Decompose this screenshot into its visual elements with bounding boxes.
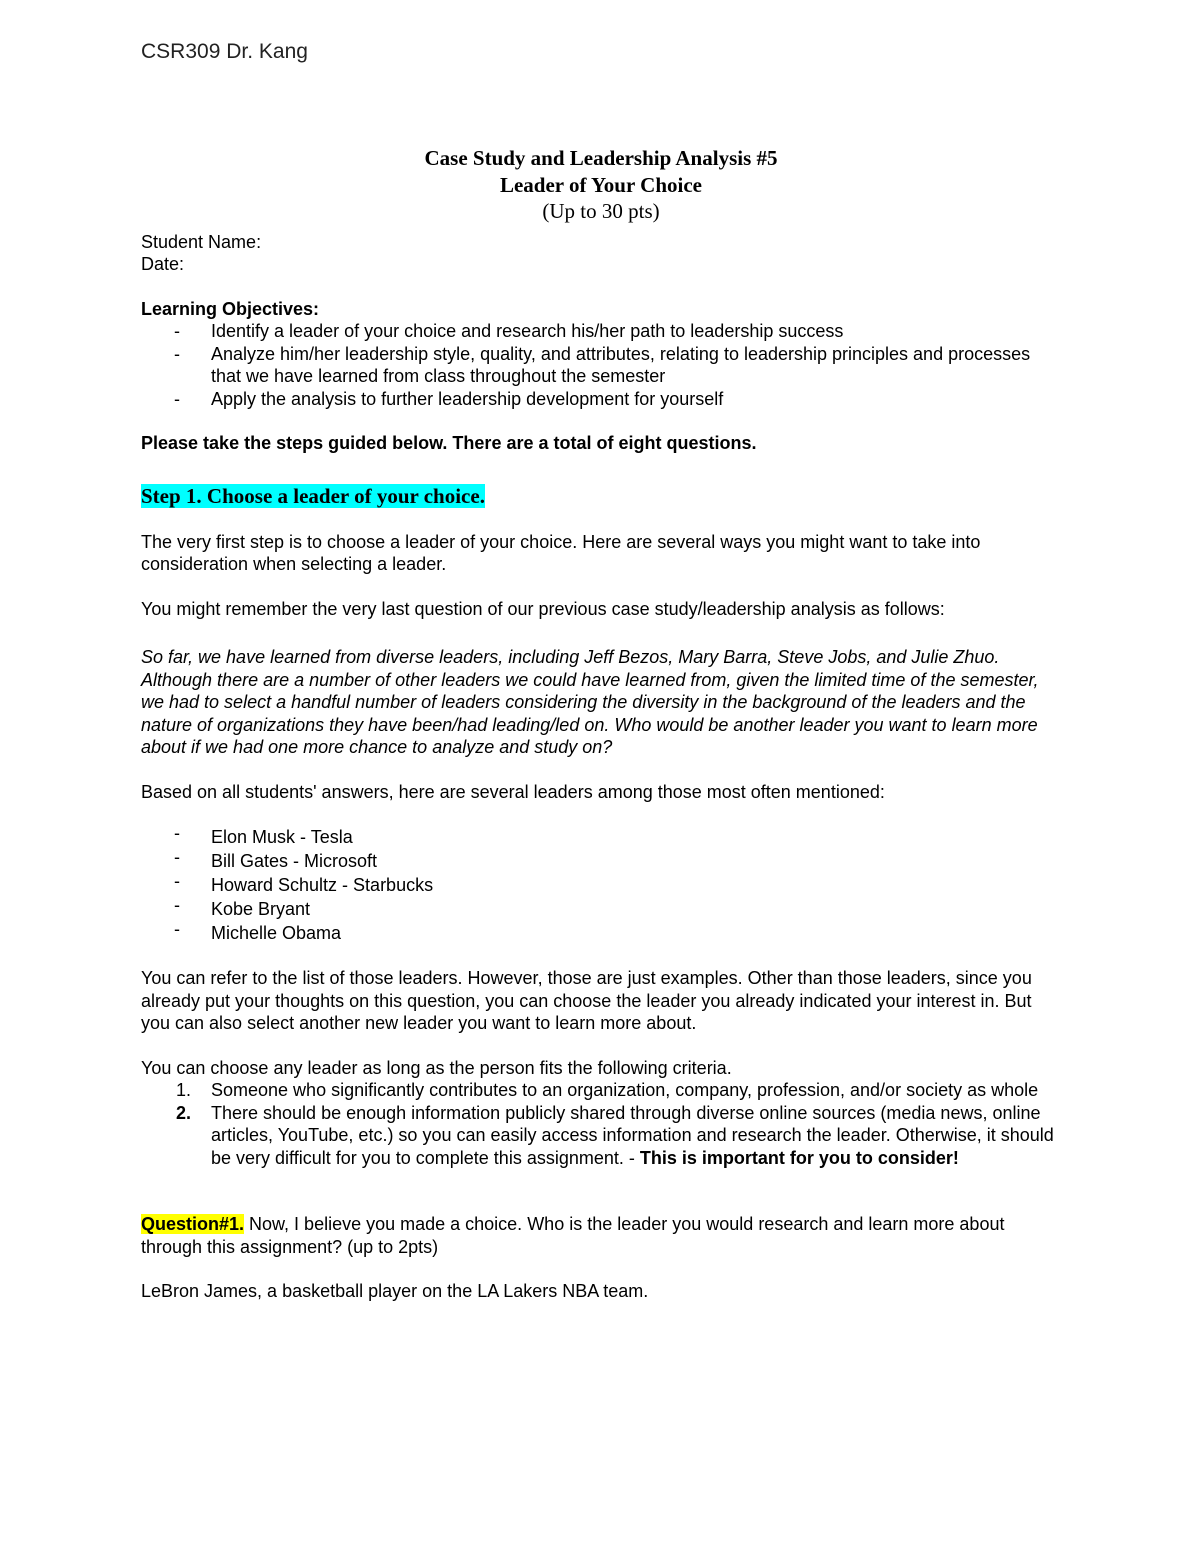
criteria-item: 2. There should be enough information publicly shared through diverse online sources (media news, online articles, YouTube, etc.) so you can easily access information and research the leader. Otherwise, it should be very difficult for you to complete this assignment. - This is important for you to consider! — [176, 1102, 1054, 1168]
date-label: Date: — [141, 254, 185, 274]
step-1-paragraph-1: The very first step is to choose a leader of your choice. Here are several ways you might want to take into consideration when selecting a leader. — [141, 531, 981, 574]
leader-item: - Kobe Bryant — [174, 895, 311, 919]
objectives-heading: Learning Objectives: — [141, 298, 320, 319]
question-1 — [141, 1213, 1061, 1258]
title-line-2: Leader of Your Choice — [499, 172, 702, 197]
objective-item: - Analyze him/her leadership style, quality, and attributes, relating to leadership principles and processes that we have learned from class throughout the semester — [174, 343, 1031, 386]
instructions-text: Please take the steps guided below. There are a total of eight questions. — [141, 433, 757, 453]
question-1-text: Now, I believe you made a choice. Who is the leader you would research and learn more about through this assignment? (up to 2pts) — [141, 1214, 1005, 1257]
leaders-list — [141, 825, 1061, 945]
criteria-list — [141, 1079, 1061, 1169]
leader-item: - Elon Musk - Tesla — [174, 823, 353, 847]
step-1-paragraph-5: You can choose any leader as long as the person fits the following criteria. — [141, 1057, 732, 1078]
step-1-paragraph-3: Based on all students' answers, here are several leaders among those most often mentioned: — [141, 781, 885, 802]
criteria-item: 1. Someone who significantly contributes to an organization, company, profession, and/or society as whole — [176, 1080, 1039, 1100]
leader-item: - Howard Schultz - Starbucks — [174, 871, 434, 895]
previous-question-quote: So far, we have learned from diverse leaders, including Jeff Bezos, Mary Barra, Steve Jobs, and Julie Zhuo. Although there are a number of other leaders we could have learned from, given the limited time of the semester, we had to select a handful number of leaders considering the diversity in the background of the leaders and the nature of organizations they have been/had leading/led on. Who would be another leader you want to learn more about if we had one more chance to analyze and study on? — [141, 647, 1039, 757]
question-1-answer: LeBron James, a basketball player on the LA Lakers NBA team. — [141, 1281, 649, 1301]
student-name-label: Student Name: — [141, 231, 262, 252]
objectives-list — [141, 320, 1061, 410]
step-1-paragraph-4: You can refer to the list of those leaders. However, those are just examples. Other than those leaders, since you already put your thoughts on this question, you can choose the leader you already indicated your interest in. But you can also select another new leader you want to learn more about. — [141, 968, 1032, 1033]
leader-item: - Michelle Obama — [174, 919, 342, 943]
objective-item: - Identify a leader of your choice and research his/her path to leadership success — [174, 321, 844, 341]
leader-item: - Bill Gates - Microsoft — [174, 847, 378, 871]
objective-item: - Apply the analysis to further leadership development for yourself — [174, 388, 724, 409]
document-body — [141, 145, 1061, 1303]
title-line-1: Case Study and Leadership Analysis #5 — [424, 146, 778, 170]
question-1-label: Question#1. — [141, 1214, 245, 1234]
page-header: CSR309 Dr. Kang — [141, 40, 308, 63]
title-block — [141, 145, 1061, 225]
step-1-paragraph-2: You might remember the very last question of our previous case study/leadership analysis as follows: — [141, 598, 945, 619]
step-1-heading: Step 1. Choose a leader of your choice. — [141, 483, 485, 508]
title-line-3: (Up to 30 pts) — [542, 199, 660, 223]
